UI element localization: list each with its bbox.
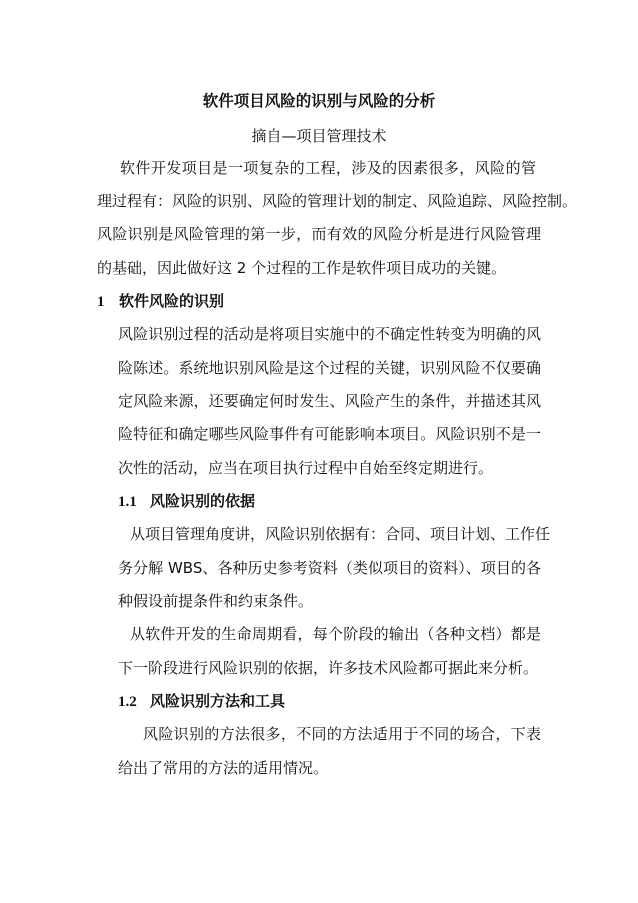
section-1-1-line-2: 务分解 WBS、各种历史参考资料（类似项目的资料）、项目的各: [118, 559, 541, 577]
section-1-1-number: 1.1: [118, 494, 137, 510]
section-1-1-line-1: 从项目管理角度讲，风险识别依据有：合同、项目计划、工作任: [130, 525, 551, 543]
intro-line-1: 软件开发项目是一项复杂的工程，涉及的因素很多，风险的管: [120, 159, 536, 177]
section-1-title: 软件风险的识别: [119, 292, 225, 310]
section-1-1-title: 风险识别的依据: [150, 492, 256, 510]
section-1-1-line-3: 种假设前提条件和约束条件。: [118, 592, 314, 610]
section-1-line-3: 定风险来源，还要确定何时发生、风险产生的条件，并描述其风: [118, 392, 541, 410]
intro-line-4: 的基础，因此做好这 2 个过程的工作是软件项目成功的关键。: [97, 259, 507, 277]
section-1-line-5: 次性的活动，应当在项目执行过程中自始至终定期进行。: [118, 459, 494, 477]
section-1-line-4: 险特征和确定哪些风险事件有可能影响本项目。风险识别不是一: [118, 425, 541, 443]
section-1-heading: [97, 291, 224, 312]
section-1-number: 1: [97, 294, 105, 310]
section-1-1-line-4: 从软件开发的生命周期看，每个阶段的输出（各种文档）都是: [130, 625, 541, 643]
section-1-2-line-2: 给出了常用的方法的适用情况。: [118, 759, 329, 777]
section-1-2-number: 1.2: [118, 694, 137, 710]
intro-line-3: 风险识别是风险管理的第一步，而有效的风险分析是进行风险管理: [97, 225, 541, 243]
document-subtitle: 摘自—项目管理技术: [251, 127, 387, 145]
section-1-line-2: 险陈述。系统地识别风险是这个过程的关键，识别风险不仅要确: [118, 359, 541, 377]
section-1-line-1: 风险识别过程的活动是将项目实施中的不确定性转变为明确的风: [118, 325, 541, 343]
section-1-2-heading: [118, 691, 285, 712]
section-1-1-line-5: 下一阶段进行风险识别的依据，许多技术风险都可据此来分析。: [118, 659, 539, 677]
section-1-1-heading: [118, 491, 255, 512]
document-title: 软件项目风险的识别与风险的分析: [202, 92, 436, 110]
intro-line-2: 理过程有：风险的识别、风险的管理计划的制定、风险追踪、风险控制。: [97, 192, 578, 210]
section-1-2-line-1: 风险识别的方法很多，不同的方法适用于不同的场合，下表: [143, 725, 541, 743]
section-1-2-title: 风险识别方法和工具: [150, 692, 286, 710]
